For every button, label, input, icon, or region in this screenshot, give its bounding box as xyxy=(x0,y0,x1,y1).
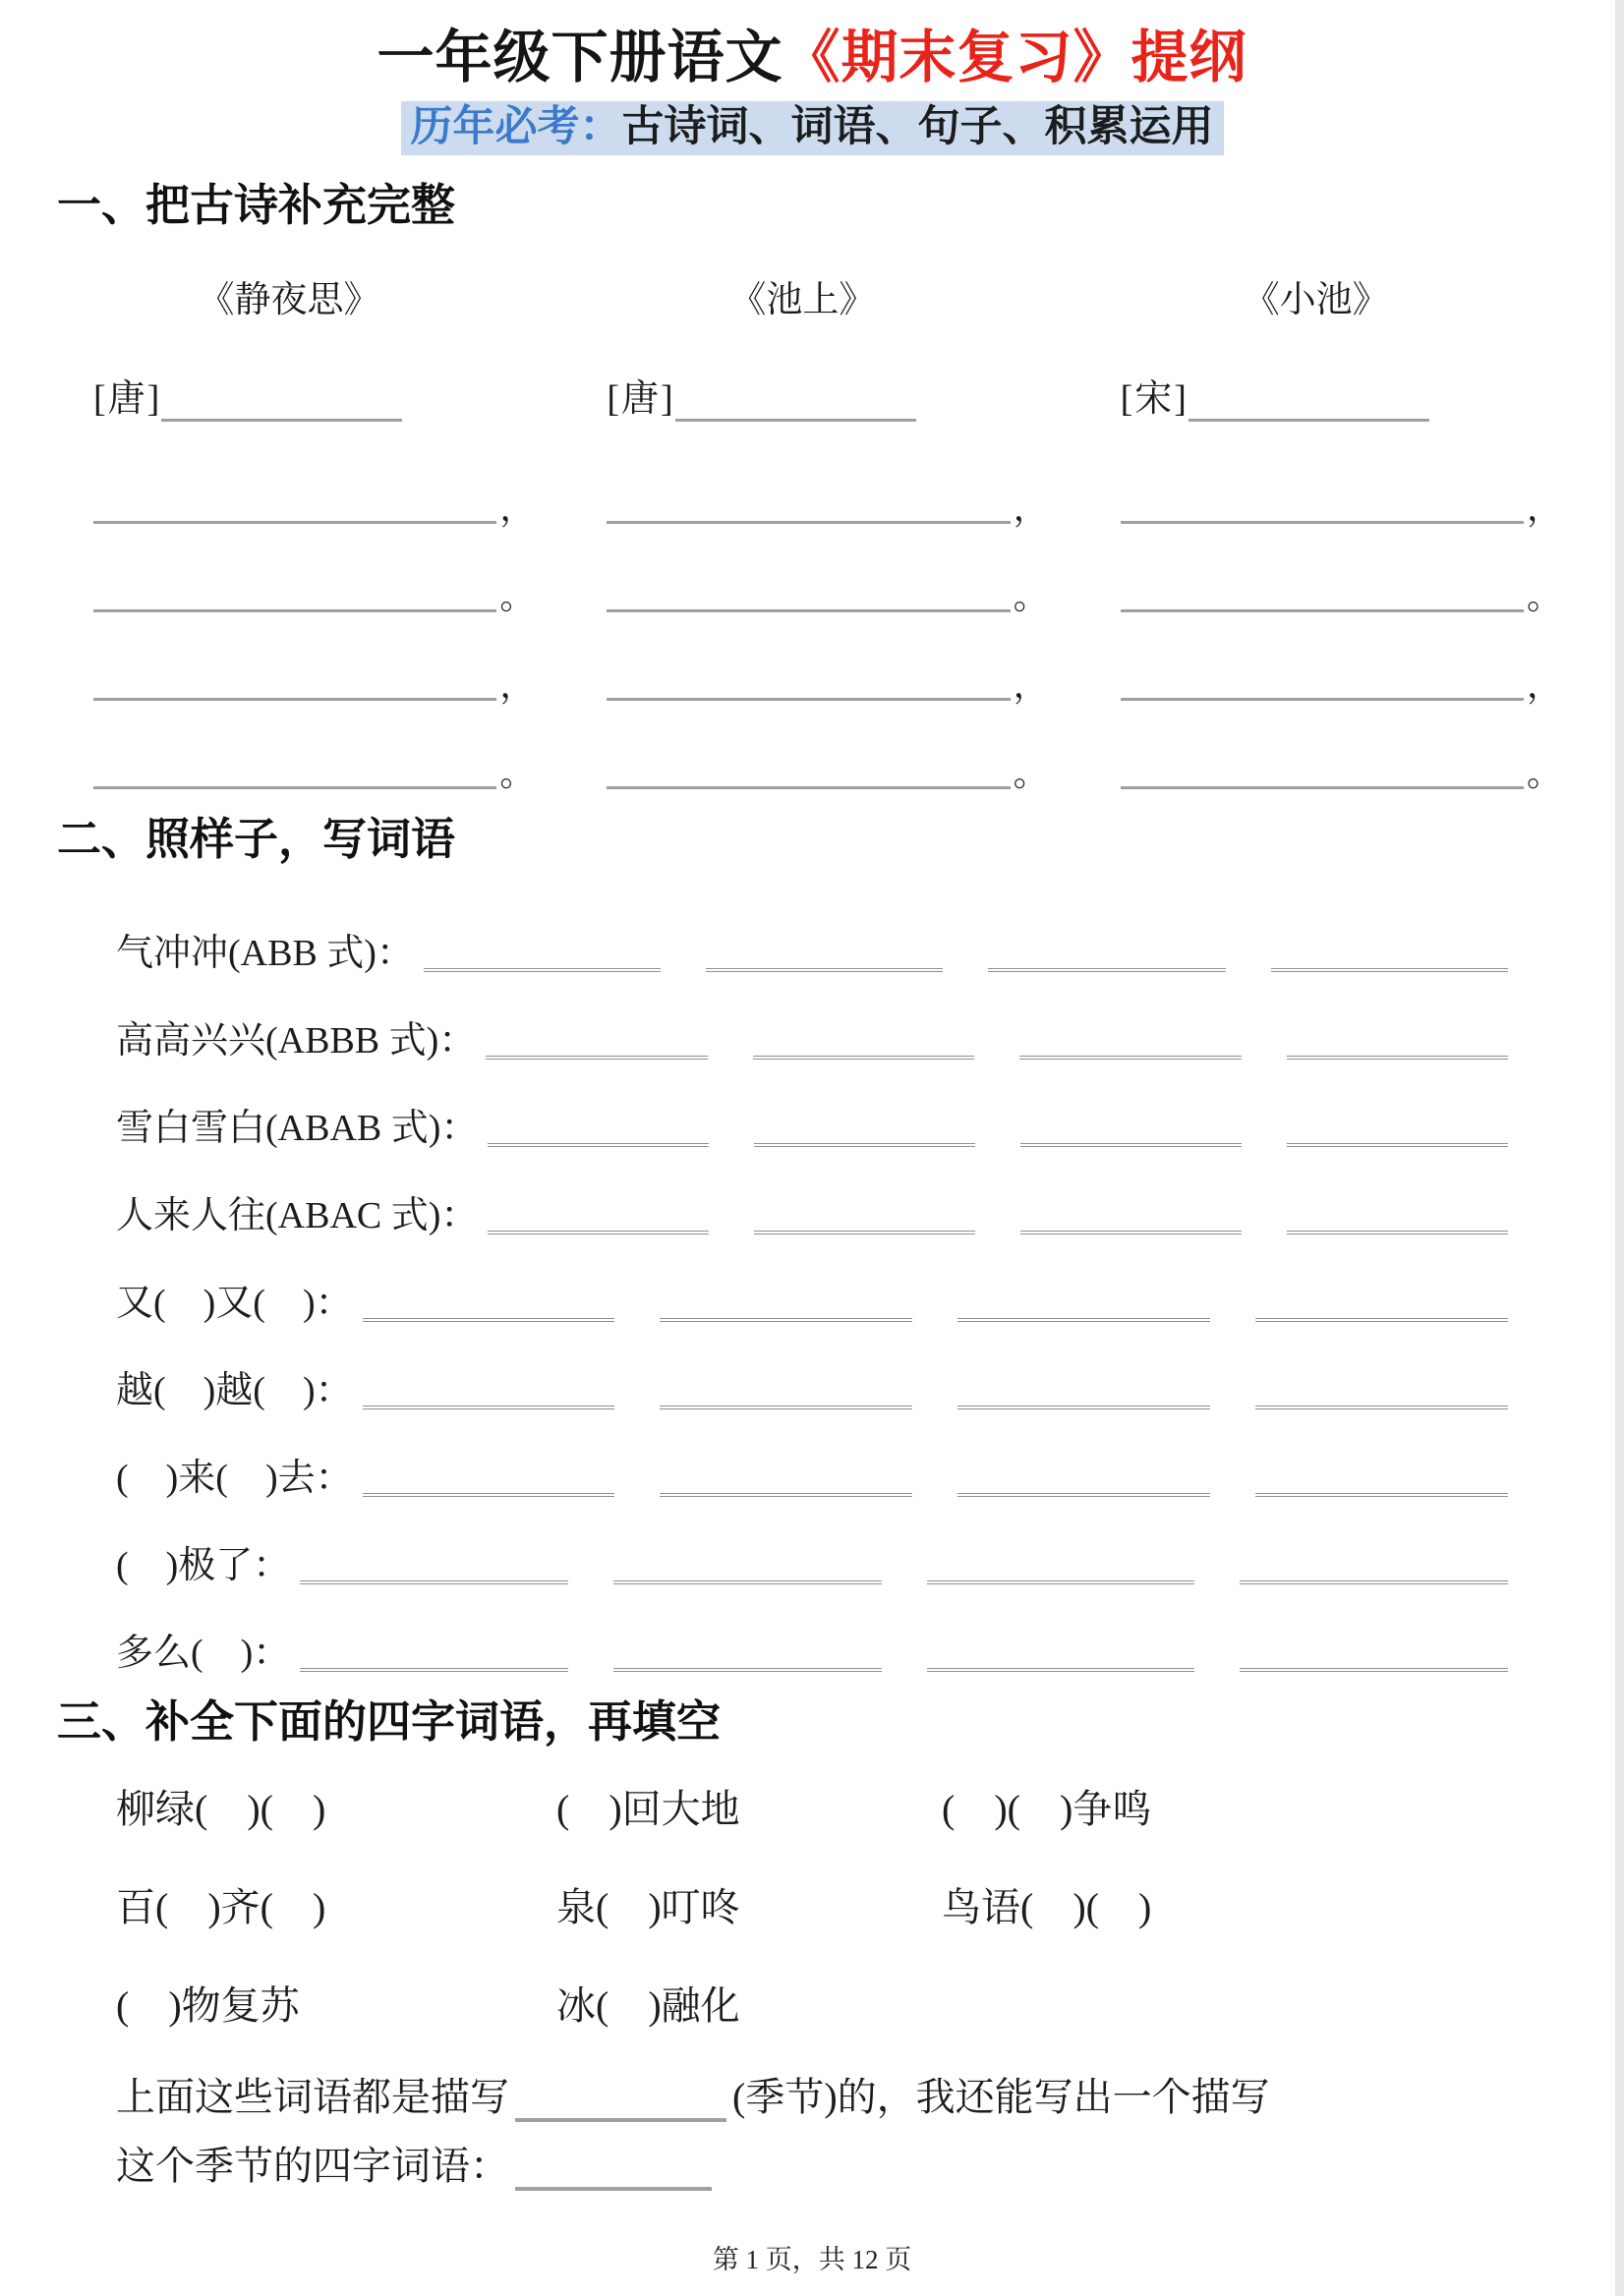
poem-line-punct: 。 xyxy=(1013,577,1049,617)
answer-blank xyxy=(1287,1051,1508,1060)
answer-blank xyxy=(488,1138,709,1147)
poem-line-blank xyxy=(607,605,1010,612)
word-pattern-row xyxy=(116,972,1508,1060)
page-footer: 第 1 页，共 12 页 xyxy=(712,2245,912,2274)
answer-blank xyxy=(300,1663,568,1672)
word-pattern-row xyxy=(116,1322,1508,1412)
word-pattern-label: ( )极了： xyxy=(116,1545,291,1587)
subtitle xyxy=(0,101,1624,156)
answer-blank xyxy=(1020,1138,1242,1147)
answer-blank xyxy=(613,1576,882,1584)
word-pattern-row xyxy=(116,1497,1508,1587)
poem-line-blank xyxy=(607,782,1010,789)
idiom-cell: 百( )齐( ) xyxy=(116,1884,326,1929)
poem-line-punct: 。 xyxy=(499,577,536,617)
fill-blank xyxy=(515,2113,726,2122)
page-edge-strip xyxy=(1615,0,1624,2296)
poem-line-punct: ， xyxy=(1013,665,1049,706)
poem-line-punct: 。 xyxy=(1013,754,1049,794)
answer-blank xyxy=(754,1138,975,1147)
answer-blank xyxy=(486,1051,707,1060)
word-pattern-row xyxy=(116,1234,1508,1325)
poem-line-blank xyxy=(607,694,1010,701)
word-pattern-list xyxy=(0,885,1624,1675)
idiom-cell: ( )( )争鸣 xyxy=(942,1786,1152,1831)
word-pattern-row xyxy=(116,1409,1508,1500)
word-pattern-label: 越( )越( )： xyxy=(116,1370,353,1412)
fill-text-before: 这个季节的四字词语： xyxy=(116,2143,509,2188)
answer-blank xyxy=(424,963,661,972)
answer-blank xyxy=(927,1663,1195,1672)
section2-heading: 二、照样子，写词语 xyxy=(57,813,456,864)
answer-blank xyxy=(927,1576,1195,1584)
poem-line xyxy=(93,577,538,617)
answer-blank xyxy=(753,1051,974,1060)
answer-blank xyxy=(363,1488,615,1497)
poem-title: 《池上》 xyxy=(729,279,876,320)
word-pattern-row xyxy=(116,1584,1508,1675)
poem-dynasty: [唐] xyxy=(607,377,675,420)
poem-line-blank xyxy=(607,517,1010,524)
poem-author-row xyxy=(607,368,1051,422)
poem-author-row xyxy=(1121,368,1565,422)
author-blank xyxy=(675,415,916,422)
subtitle-content: 古诗词、词语、句子、积累运用 xyxy=(621,102,1214,150)
word-pattern-label: ( )来( )去： xyxy=(116,1458,353,1500)
answer-blank xyxy=(488,1226,709,1234)
poem-column-xiaochi xyxy=(1120,269,1565,794)
poem-dynasty: [宋] xyxy=(1120,377,1189,420)
poem-line-punct: ， xyxy=(499,488,536,529)
poem-line xyxy=(93,754,538,794)
poem-line-blank xyxy=(1121,694,1524,701)
poem-line xyxy=(93,488,538,529)
word-pattern-row xyxy=(116,1147,1508,1237)
answer-blank xyxy=(300,1576,568,1584)
word-pattern-label: 人来人往(ABAC 式)： xyxy=(116,1195,479,1237)
answer-blank xyxy=(957,1488,1210,1497)
answer-blank xyxy=(706,963,943,972)
answer-blank xyxy=(1019,1051,1241,1060)
poem-line-punct: 。 xyxy=(499,754,536,794)
answer-blank xyxy=(957,1401,1210,1409)
answer-blank xyxy=(1287,1138,1508,1147)
answer-blank xyxy=(1271,963,1508,972)
poem-line-punct: ， xyxy=(1526,665,1562,706)
answer-blank xyxy=(660,1401,912,1409)
author-blank xyxy=(161,415,402,422)
poem-grid xyxy=(0,230,1624,794)
answer-blank xyxy=(1240,1663,1508,1672)
word-pattern-row xyxy=(116,885,1508,975)
poem-line-blank xyxy=(93,605,496,612)
poem-line-blank xyxy=(93,517,496,524)
word-pattern-label: 多么( )： xyxy=(116,1633,291,1675)
fill-blank xyxy=(515,2182,712,2191)
word-pattern-row xyxy=(116,1060,1508,1150)
poem-line-blank xyxy=(1121,605,1524,612)
title-black-part: 一年级下册语文 xyxy=(377,26,783,89)
poem-dynasty: [唐] xyxy=(93,377,162,420)
poem-line xyxy=(607,665,1051,706)
word-pattern-label: 高高兴兴(ABBB 式)： xyxy=(116,1020,477,1062)
answer-blank xyxy=(988,963,1225,972)
answer-blank xyxy=(363,1401,615,1409)
section1-heading: 一、把古诗补充完整 xyxy=(57,180,456,231)
poem-line xyxy=(1121,665,1565,706)
fill-sentence-line1 xyxy=(116,2073,1595,2122)
poem-line xyxy=(607,488,1051,529)
poem-line-punct: ， xyxy=(1013,488,1049,529)
poem-line-blank xyxy=(1121,782,1524,789)
section3-heading: 三、补全下面的四字词语，再填空 xyxy=(57,1696,722,1748)
subtitle-highlight xyxy=(401,101,1224,156)
poem-line-blank xyxy=(1121,517,1524,524)
answer-blank xyxy=(660,1488,912,1497)
title-red-part: 《期末复习》提纲 xyxy=(783,26,1247,89)
idiom-cell: 冰( )融化 xyxy=(556,1982,740,2028)
fill-text-after: (季节)的，我还能写出一个描写 xyxy=(732,2074,1270,2119)
idiom-cell: ( )回大地 xyxy=(556,1786,740,1831)
author-blank xyxy=(1189,415,1429,422)
poem-column-chishang xyxy=(607,269,1051,794)
poem-line xyxy=(93,665,538,706)
answer-blank xyxy=(1255,1488,1508,1497)
subtitle-label: 历年必考： xyxy=(410,102,622,150)
answer-blank xyxy=(363,1313,615,1322)
idiom-cell: 鸟语( )( ) xyxy=(942,1884,1152,1929)
idiom-cell: ( )物复苏 xyxy=(116,1982,300,2028)
answer-blank xyxy=(1020,1226,1242,1234)
poem-line xyxy=(1121,488,1565,529)
page-title xyxy=(0,0,1624,91)
fill-sentence-line2 xyxy=(116,2142,1595,2191)
fill-text-before: 上面这些词语都是描写 xyxy=(116,2074,509,2119)
poem-line-punct: ， xyxy=(499,665,536,706)
poem-line xyxy=(607,754,1051,794)
idiom-grid xyxy=(116,1788,1585,2028)
poem-line-punct: 。 xyxy=(1526,754,1562,794)
idiom-cell: 泉( )叮咚 xyxy=(556,1884,740,1929)
answer-blank xyxy=(754,1226,975,1234)
answer-blank xyxy=(613,1663,882,1672)
answer-blank xyxy=(1255,1401,1508,1409)
poem-title: 《静夜思》 xyxy=(198,279,380,320)
poem-line-blank xyxy=(93,694,496,701)
poem-line xyxy=(1121,754,1565,794)
poem-title: 《小池》 xyxy=(1243,279,1389,320)
idiom-cell: 柳绿( )( ) xyxy=(116,1786,326,1831)
poem-line xyxy=(607,577,1051,617)
poem-author-row xyxy=(93,368,538,422)
answer-blank xyxy=(957,1313,1210,1322)
poem-line xyxy=(1121,577,1565,617)
word-pattern-label: 气冲冲(ABB 式)： xyxy=(116,933,414,975)
answer-blank xyxy=(1255,1313,1508,1322)
word-pattern-label: 又( )又( )： xyxy=(116,1283,353,1325)
answer-blank xyxy=(1240,1576,1508,1584)
word-pattern-label: 雪白雪白(ABAB 式)： xyxy=(116,1108,479,1150)
answer-blank xyxy=(1287,1226,1508,1234)
poem-line-punct: ， xyxy=(1526,488,1562,529)
poem-column-jingyesi xyxy=(93,269,538,794)
poem-line-punct: 。 xyxy=(1526,577,1562,617)
idiom-cell xyxy=(942,1984,1585,2028)
poem-line-blank xyxy=(93,782,496,789)
answer-blank xyxy=(660,1313,912,1322)
